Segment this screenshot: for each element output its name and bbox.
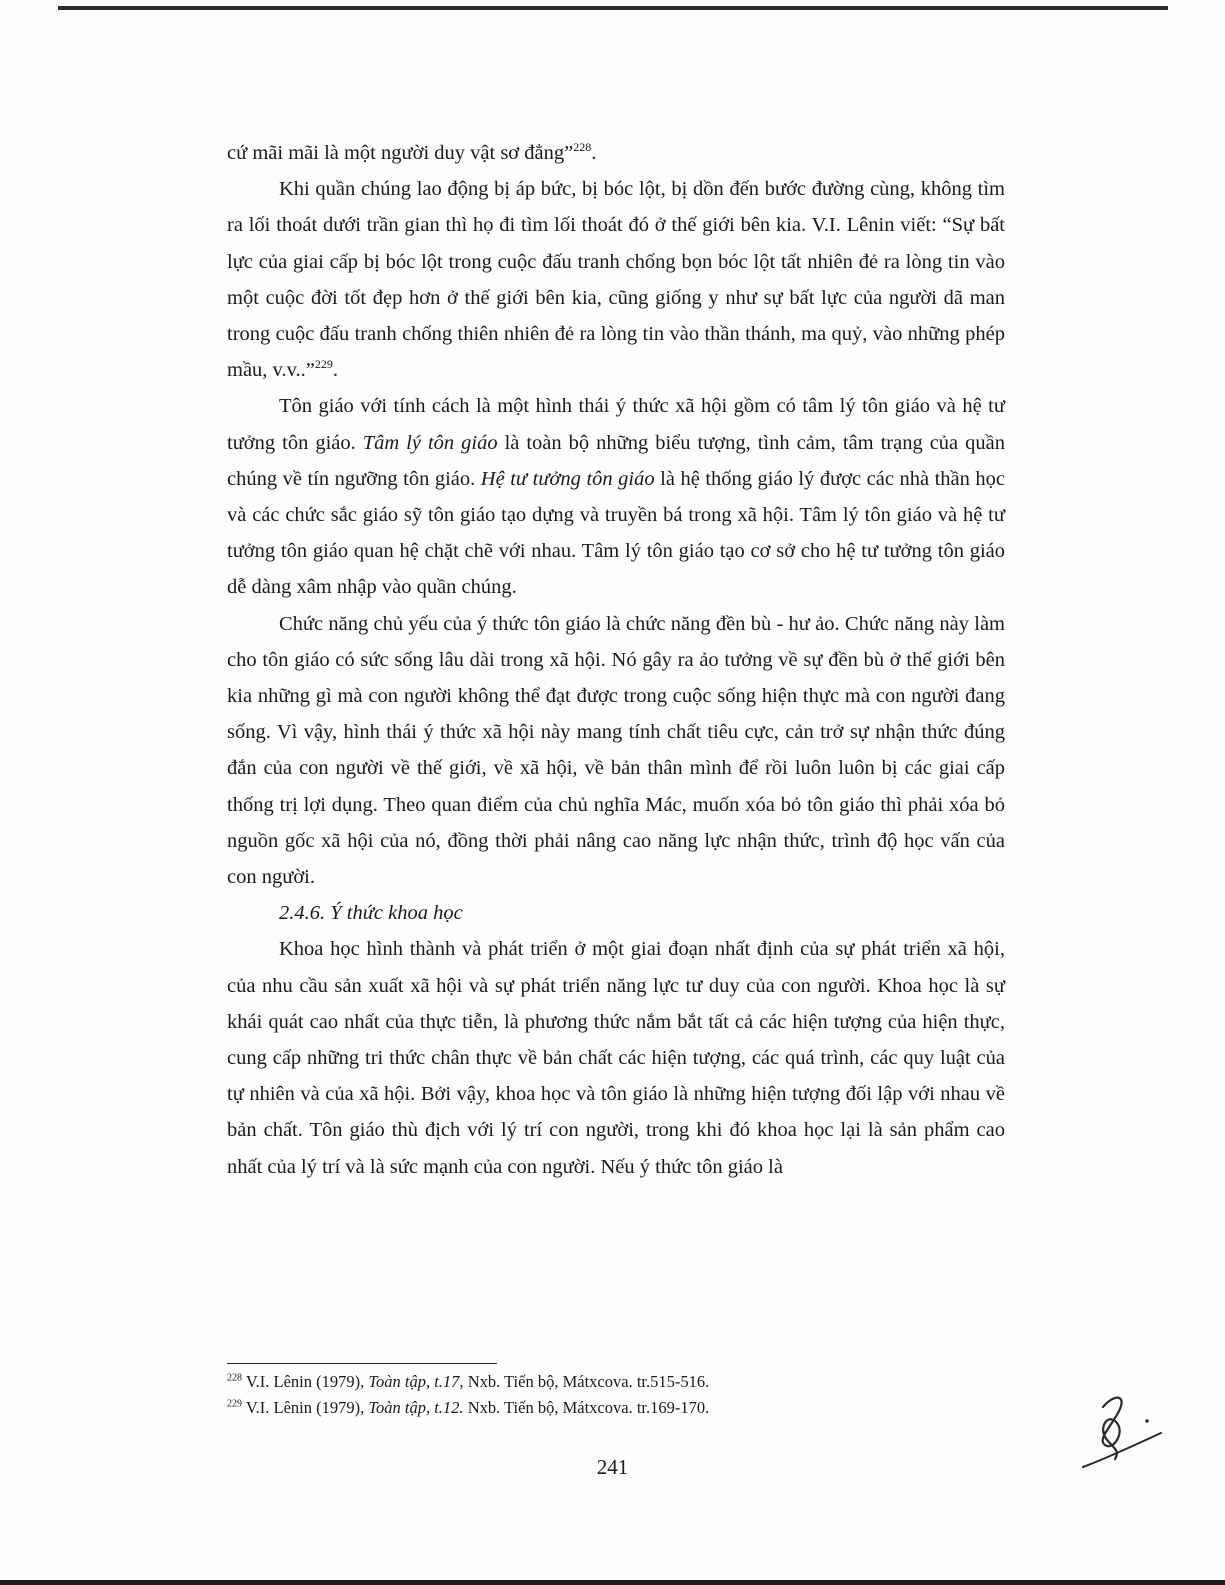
paragraph-text: là toàn bộ những biểu tượng, tình cảm, tâm trạng của quần chúng về tín ngưỡng tôn giáo. xyxy=(227,431,1005,490)
body-text xyxy=(227,135,1005,1185)
footnote-item xyxy=(227,1369,1005,1395)
paragraph-text: Chức năng chủ yếu của ý thức tôn giáo là chức năng đền bù - hư ảo. Chức năng này làm cho tôn giáo có sức sống lâu dài trong xã hội. Nó gây ra ảo tưởng về sự đền bù ở thế giới bên kia những gì mà con người không thể đạt được trong cuộc sống hiện thực mà con người đang sống. Vì vậy, hình thái ý thức xã hội này mang tính chất tiêu cực, cản trở sự nhận thức đúng đắn của con người về thế giới, về xã hội, về bản thân mình để rồi luôn luôn bị các giai cấp thống trị lợi dụng. Theo quan điểm của chủ nghĩa Mác, muốn xóa bỏ tôn giáo thì phải xóa bỏ nguồn gốc xã hội của nó, đồng thời phải nâng cao năng lực nhận thức, trình độ học vấn của con người. xyxy=(227,612,1005,889)
paragraph-religion-structure xyxy=(227,388,1005,605)
footnote-number: 229 xyxy=(227,1398,242,1410)
paragraph-tail: . xyxy=(332,359,338,382)
bottom-scan-edge xyxy=(0,1580,1225,1585)
page-number: 241 xyxy=(596,1455,629,1479)
paragraph-tail: . xyxy=(591,142,597,164)
footnote-title: Toàn tập, t.12. xyxy=(368,1398,464,1417)
paragraph-text: là hệ thống giáo lý được các nhà thần học và các chức sắc giáo sỹ tôn giáo tạo dựng và truyền bá trong xã hội. Tâm lý tôn giáo và hệ tư tưởng tôn giáo quan hệ chặt chẽ với nhau. Tâm lý tôn giáo tạo cơ sở cho hệ tư tưởng tôn giáo dễ dàng xâm nhập vào quần chúng. xyxy=(227,467,1006,599)
paragraph-science xyxy=(227,931,1005,1184)
paragraph-text: Khi quần chúng lao động bị áp bức, bị bóc lột, bị dồn đến bước đường cùng, không tìm ra lối thoát dưới trần gian thì họ đi tìm lối thoát đó ở thế giới bên kia. V.I. Lênin viết: “Sự bất lực của giai cấp bị bóc lột trong cuộc đấu tranh chống bọn bóc lột tất nhiên đẻ ra lòng tin vào một cuộc đời tốt đẹp hơn ở thế giới bên kia, cũng giống y như sự bất lực của người dã man trong cuộc đấu tranh chống thiên nhiên đẻ ra lòng tin vào thần thánh, ma quỷ, vào những phép mầu, v.v..” xyxy=(227,178,1005,382)
footnote-divider xyxy=(227,1363,497,1364)
footnote-text: V.I. Lênin (1979), xyxy=(242,1372,369,1391)
paragraph-lenin-quote xyxy=(227,171,1005,388)
paragraph-religion-function xyxy=(227,606,1005,896)
top-scan-edge xyxy=(58,6,1168,10)
footnote-title: Toàn tập, t.17, xyxy=(368,1372,464,1391)
footnote-text: V.I. Lênin (1979), xyxy=(242,1398,369,1417)
paragraph-text: cứ mãi mãi là một người duy vật sơ đẳng” xyxy=(227,142,574,164)
footnote-text: Nxb. Tiến bộ, Mátxcova. tr.169-170. xyxy=(463,1398,710,1417)
section-heading xyxy=(227,895,1005,931)
footnote-ref: 229 xyxy=(314,357,333,372)
paragraph-text: Tôn giáo với tính cách là một hình thái ý thức xã hội gồm có tâm lý tôn giáo và hệ tư tưởng tôn giáo. xyxy=(227,395,1005,454)
footnote-number: 228 xyxy=(227,1372,242,1384)
handwritten-signature-icon xyxy=(1075,1385,1165,1475)
footnote-ref: 228 xyxy=(573,140,592,155)
heading-text: 2.4.6. Ý thức khoa học xyxy=(279,902,463,925)
italic-term: Tâm lý tôn giáo xyxy=(362,431,498,454)
footnotes xyxy=(227,1369,1005,1421)
footnote-item xyxy=(227,1395,1005,1421)
paragraph-text: Khoa học hình thành và phát triển ở một giai đoạn nhất định của sự phát triển xã hội, của nhu cầu sản xuất xã hội và sự phát triển năng lực tư duy của con người. Khoa học là sự khái quát cao nhất của thực tiễn, là phương thức nắm bắt tất cả các hiện tượng của hiện thực, cung cấp những tri thức chân thực về bản chất các hiện tượng, các quá trình, các quy luật của tự nhiên và của xã hội. Bởi vậy, khoa học và tôn giáo là những hiện tượng đối lập với nhau về bản chất. Tôn giáo thù địch với lý trí con người, trong khi đó khoa học lại là sản phẩm cao nhất của lý trí và là sức mạnh của con người. Nếu ý thức tôn giáo là xyxy=(227,938,1005,1178)
italic-term: Hệ tư tưởng tôn giáo xyxy=(480,467,655,490)
paragraph-continuation xyxy=(227,135,1005,171)
footnote-text: Nxb. Tiến bộ, Mátxcova. tr.515-516. xyxy=(463,1372,710,1391)
